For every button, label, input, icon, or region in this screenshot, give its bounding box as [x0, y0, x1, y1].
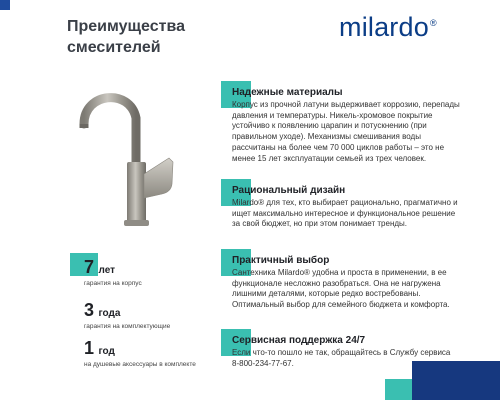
warranty-number: 1 — [84, 338, 95, 358]
warranty-unit: год — [98, 346, 115, 357]
warranty-item — [84, 338, 196, 368]
feature-title: Надежные материалы — [232, 87, 343, 98]
feature-text: Сантехника Milardo® удобна и проста в применении, в ее функционале несложно разобраться. Она не нагружена лишними деталями, которые редко востребованы. Оптимальный выбор для семейного бюджета и комфорта. — [232, 268, 450, 310]
feature-materials — [232, 87, 462, 164]
warranty-unit: года — [98, 308, 121, 319]
feature-text: Milardo® для тех, кто выбирает рационально, прагматично и ищет максимально интересное и функциональное решение за свой бюджет, но при этом понимает тренды. — [232, 198, 458, 229]
decor-stripe-navy — [412, 361, 500, 400]
feature-title: Рациональный дизайн — [232, 185, 346, 196]
feature-practical — [232, 255, 462, 311]
corner-accent — [0, 0, 10, 10]
warranty-item — [84, 300, 170, 330]
warranty-number: 7 — [84, 257, 95, 277]
feature-title: Сервисная поддержка 24/7 — [232, 335, 366, 346]
warranty-caption: гарантия на комплектующие — [84, 323, 171, 330]
support-phone: 8-800-234-77-67. — [232, 358, 294, 368]
title-line-2: смесителей — [67, 39, 161, 56]
warranty-number: 3 — [84, 300, 95, 320]
brand-logo — [339, 12, 437, 43]
feature-design — [232, 185, 462, 230]
brand-name: milardo — [339, 12, 429, 42]
title-line-1: Преимущества — [67, 18, 185, 35]
feature-text: Если что-то пошло не так, обращайтесь в Службу сервиса — [232, 348, 451, 357]
feature-text: Корпус из прочной латуни выдерживает коррозию, перепады давления и температуры. Никель-хромовое покрытие устойчиво к появлению царапин и потускнению (при правильном уходе). Механизмы смешивания воды рассчитаны на более чем 70 000 циклов работы – это не менее 15 лет эксплуатации семьей из трех человек. — [232, 100, 460, 163]
brand-registered-mark: ® — [429, 18, 437, 28]
faucet-image — [72, 88, 182, 228]
feature-title: Практичный выбор — [232, 255, 330, 266]
warranty-caption: гарантия на корпус — [84, 280, 142, 287]
warranty-item — [84, 257, 142, 287]
warranty-unit: лет — [98, 265, 116, 276]
page-title — [67, 16, 185, 58]
warranty-caption: на душевые аксессуары в комплекте — [84, 361, 196, 368]
